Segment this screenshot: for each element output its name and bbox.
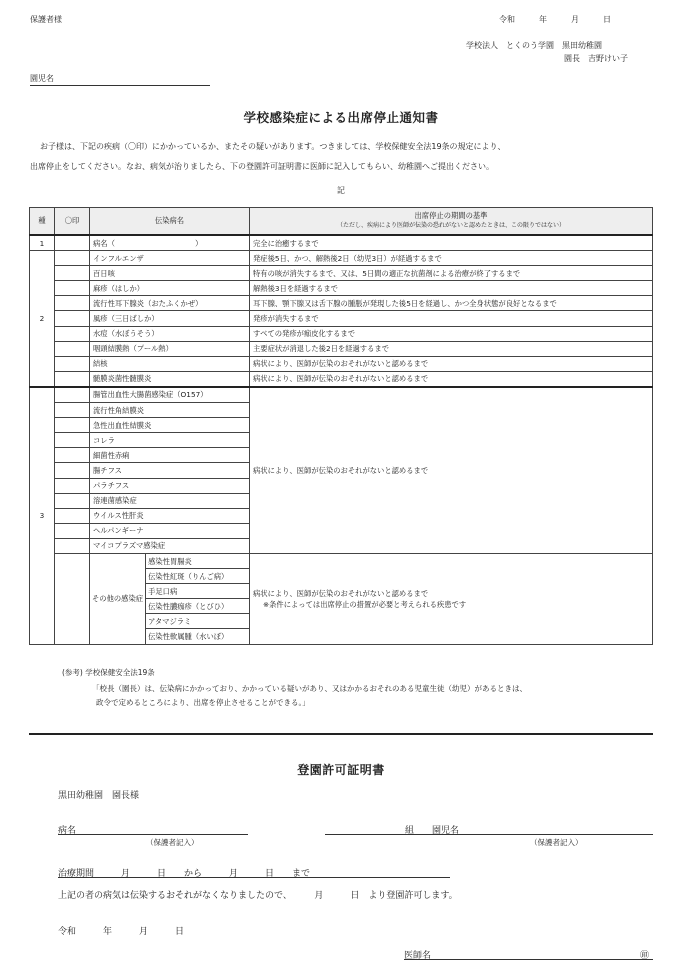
mark-cell[interactable] [55, 266, 90, 281]
table-row [30, 281, 653, 296]
list-item [90, 554, 249, 569]
guardian-note-1: （保護者記入） [146, 838, 199, 847]
child-name-field [30, 73, 210, 86]
certificate-title: 登園許可証明書 [297, 763, 385, 777]
other-disease: 伝染性軟属腫（水いぼ） [148, 631, 229, 641]
guardian-note-2: （保護者記入） [530, 838, 583, 847]
certificate-addressee: 黒田幼稚園 園長様 [58, 791, 140, 801]
period-cell: 耳下腺、顎下腺又は舌下腺の腫脹が発現した後5日を経過し、かつ全身状態が良好となるまで [250, 296, 653, 311]
header-mark: 〇印 [55, 208, 90, 236]
other-disease: 感染性胃腸炎 [146, 554, 249, 569]
reference-label: (参考) 学校保健安全法19条 [62, 668, 155, 677]
disease-cell: 麻疹（はしか） [90, 281, 250, 296]
mark-cell-other[interactable] [55, 553, 90, 644]
table-header-row [30, 208, 653, 236]
disease-cell: 溶連菌感染症 [90, 493, 250, 508]
reference-quote-2: 政令で定めるところにより、出席を停止させることができる。」 [96, 698, 310, 707]
mark-cell[interactable] [55, 296, 90, 311]
child-name-label: 園児名 [30, 74, 54, 83]
other-disease: 手足口病 [146, 584, 249, 599]
table-row [30, 341, 653, 356]
disease-cell: ウイルス性肝炎 [90, 508, 250, 523]
mark-cell[interactable] [55, 418, 90, 433]
category-1: 1 [30, 235, 55, 251]
addressee: 保護者様 [30, 15, 62, 24]
disease-field[interactable] [58, 834, 248, 835]
reference-quote-1: 「校長（園長）は、伝染病にかかっており、かかっている疑いがあり、又はかかるおそれのある児童生徒（幼児）があるときは、 [92, 684, 527, 693]
disease-cell: 風疹（三日ばしか） [90, 311, 250, 326]
section-divider [29, 733, 653, 735]
organization: 学校法人 とくのう学園 黒田幼稚園 [466, 41, 602, 50]
disease-cell: 腸チフス [90, 463, 250, 478]
period-cell: 病状により、医師が伝染のおそれがないと認めるまで [250, 371, 653, 387]
principal: 園長 吉野けい子 [564, 54, 628, 63]
disease-cell: マイコプラズマ感染症 [90, 538, 250, 553]
disease-cell: 流行性角結膜炎 [90, 403, 250, 418]
mark-cell[interactable] [55, 371, 90, 387]
period-cell: 病状により、医師が伝染のおそれがないと認めるまで [250, 387, 653, 554]
disease-cell: ヘルパンギーナ [90, 523, 250, 538]
table-row-cat1 [30, 235, 653, 251]
disease-label: 病名 [58, 826, 77, 836]
period-cell-other [250, 553, 653, 644]
disease-cell: インフルエンザ [90, 251, 250, 266]
class-child-field[interactable] [325, 834, 653, 835]
treatment-period: 治療期間 月 日 から 月 日 まで [58, 869, 311, 879]
header-period [250, 208, 653, 236]
period-cell: 主要症状が消退した後2日を経過するまで [250, 341, 653, 356]
other-diseases-cell [90, 553, 250, 644]
mark-cell[interactable] [55, 463, 90, 478]
mark-cell[interactable] [55, 311, 90, 326]
period-cell: 特有の咳が消失するまで、又は、5日間の適正な抗菌剤による治療が終了するまで [250, 266, 653, 281]
seal-mark: ㊞ [640, 951, 650, 961]
disease-cell: 水痘（水ぼうそう） [90, 326, 250, 341]
table-row [30, 311, 653, 326]
other-period-1: 病状により、医師が伝染のおそれがないと認めるまで [253, 588, 429, 598]
header-disease: 伝染病名 [90, 208, 250, 236]
other-disease: アタマジラミ [146, 614, 249, 629]
period-cell: 発症後5日、かつ、解熱後2日（幼児3日）が経過するまで [250, 251, 653, 266]
table-row [30, 371, 653, 387]
mark-cell[interactable] [55, 508, 90, 523]
period-cell: すべての発疹が痂皮化するまで [250, 326, 653, 341]
disease-cell: 百日咳 [90, 266, 250, 281]
notice-body-line2: 出席停止をしてください。なお、病気が治りましたら、下の登園許可証明書に医師に記入してもらい、幼稚園へご提出ください。 [30, 162, 494, 171]
mark-cell[interactable] [55, 341, 90, 356]
certificate-date: 令和 年 月 日 [58, 927, 185, 937]
doctor-name-field[interactable] [404, 959, 653, 960]
other-diseases-table [90, 554, 249, 644]
disease-cell[interactable]: 病名（ ） [90, 235, 250, 251]
mark-cell[interactable] [55, 326, 90, 341]
other-disease: 伝染性膿痂疹（とびひ） [146, 599, 249, 614]
table-row-other [30, 553, 653, 644]
class-child-label: 組 園児名 [405, 826, 460, 836]
mark-cell[interactable] [55, 523, 90, 538]
header-type: 種 [30, 208, 55, 236]
table-row [30, 387, 653, 403]
date-line: 令和 年 月 日 [499, 15, 611, 24]
other-infections-label: その他の感染症 [90, 554, 146, 644]
period-cell: 完全に治癒するまで [250, 235, 653, 251]
doctor-name-label: 医師名 [404, 951, 432, 961]
treatment-period-field[interactable] [58, 877, 450, 878]
mark-cell[interactable] [55, 251, 90, 266]
notice-body-line1: お子様は、下記の疾病（〇印）にかかっているか、またその疑いがあります。つきましては、学校保健安全法19条の規定により、 [40, 142, 506, 151]
disease-cell: 結核 [90, 356, 250, 371]
period-cell: 病状により、医師が伝染のおそれがないと認めるまで [250, 356, 653, 371]
ki-mark: 記 [337, 186, 345, 195]
disease-cell: 急性出血性結膜炎 [90, 418, 250, 433]
mark-cell[interactable] [55, 403, 90, 418]
mark-cell[interactable] [55, 281, 90, 296]
disease-cell: 咽頭結膜熱（プール熱） [90, 341, 250, 356]
header-period-note: （ただし、疾病により医師が伝染の恐れがないと認めたときは、この限りではない） [336, 222, 565, 229]
category-2: 2 [30, 251, 55, 387]
mark-cell[interactable] [55, 433, 90, 448]
disease-cell: 腸管出血性大腸菌感染症（O157） [90, 387, 250, 403]
disease-cell: コレラ [90, 433, 250, 448]
other-disease: 伝染性紅斑（りんご病） [146, 569, 249, 584]
header-period-title: 出席停止の期間の基準 [414, 211, 488, 220]
mark-cell[interactable] [55, 387, 90, 403]
mark-cell[interactable] [55, 493, 90, 508]
table-row [30, 356, 653, 371]
mark-cell[interactable] [55, 478, 90, 493]
disease-cell: 髄膜炎菌性髄膜炎 [90, 371, 250, 387]
disease-cell: パラチフス [90, 478, 250, 493]
mark-cell[interactable] [55, 235, 90, 251]
table-row [30, 266, 653, 281]
disease-table [29, 207, 653, 645]
disease-cell: 流行性耳下腺炎（おたふくかぜ） [90, 296, 250, 311]
mark-cell[interactable] [55, 448, 90, 463]
notice-title: 学校感染症による出席停止通知書 [243, 110, 439, 125]
disease-cell: 細菌性赤痢 [90, 448, 250, 463]
table-row [30, 296, 653, 311]
other-period-2: ※条件によっては出席停止の措置が必要と考えられる疾患です [263, 599, 467, 609]
mark-cell[interactable] [55, 356, 90, 371]
mark-cell[interactable] [55, 538, 90, 553]
period-cell: 解熱後3日を経過するまで [250, 281, 653, 296]
category-3: 3 [30, 387, 55, 644]
period-cell: 発疹が消失するまで [250, 311, 653, 326]
table-row [30, 251, 653, 266]
permission-statement: 上記の者の病気は伝染するおそれがなくなりましたので、 月 日 より登園許可します。 [58, 891, 458, 901]
table-row [30, 326, 653, 341]
